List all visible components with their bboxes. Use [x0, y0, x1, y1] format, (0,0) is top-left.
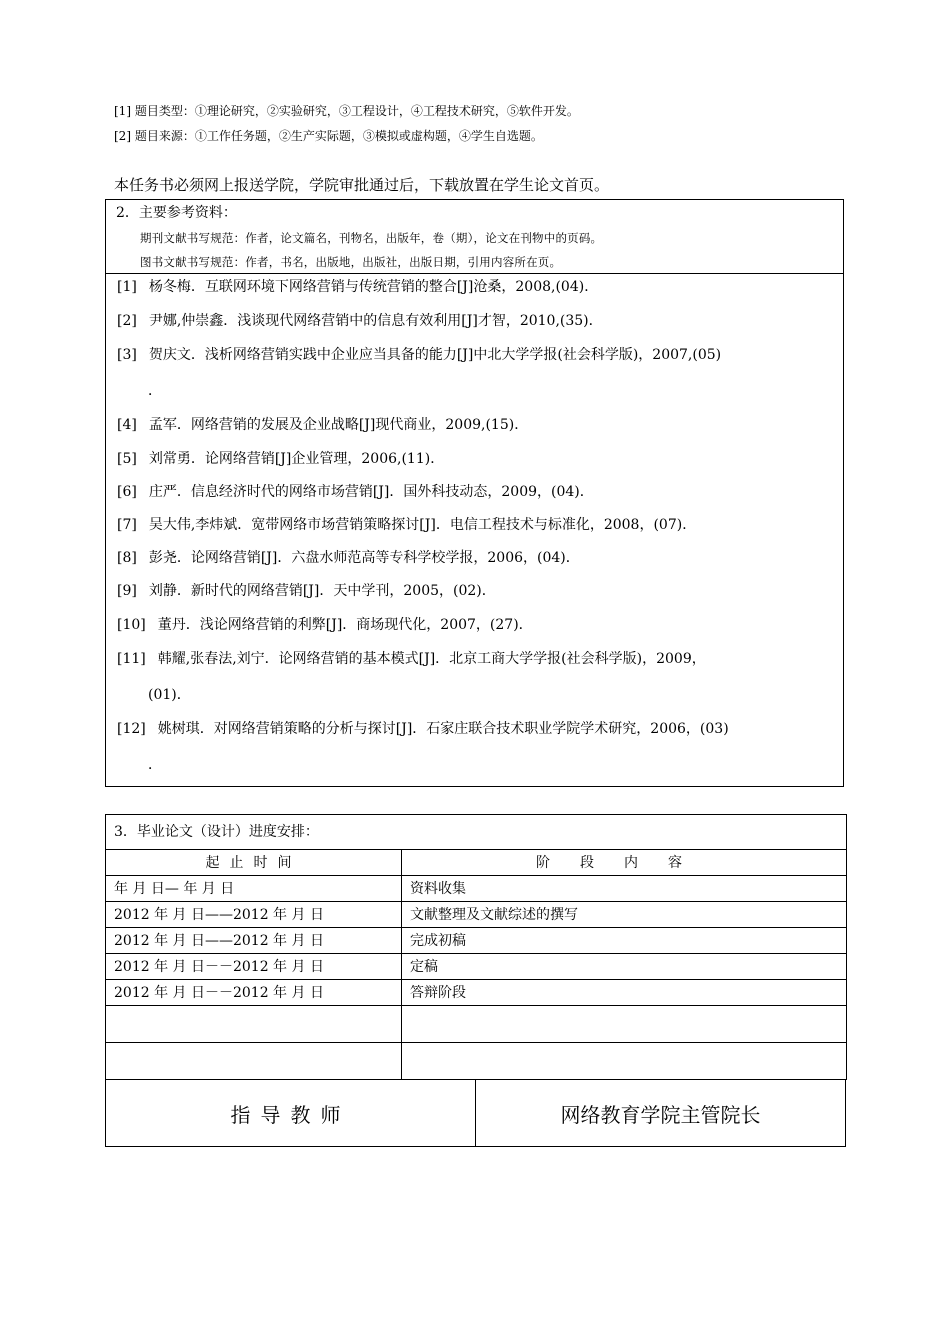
reference-text: 彭尧．论网络营销[J]．六盘水师范高等专科学校学报，2006，(04)．	[148, 550, 580, 566]
reference-item	[117, 278, 598, 296]
reference-text: 庄严．信息经济时代的网络市场营销[J]．国外科技动态，2009，(04)．	[148, 484, 594, 500]
time-cell: 2012 年 月 日——2012 年 月 日	[106, 928, 402, 954]
references-section	[105, 199, 844, 787]
table-row	[106, 902, 847, 928]
advisor-signature-label: 指导教师	[106, 1080, 476, 1146]
stage-cell: 文献整理及文献综述的撰写	[402, 902, 847, 928]
reference-text: 姚树琪．对网络营销策略的分析与探讨[J]．石家庄联合技术职业学院学术研究，2006，(03)	[157, 721, 729, 737]
reference-item	[117, 483, 594, 501]
reference-item	[117, 650, 706, 668]
reference-text: 孟军．网络营销的发展及企业战略[J]现代商业，2009,(15)．	[148, 417, 529, 433]
reference-number: [7]	[117, 517, 137, 533]
signature-row	[105, 1079, 846, 1147]
schedule-title: 3．毕业论文（设计）进度安排：	[106, 815, 847, 850]
column-header-time: 起止时间	[106, 850, 402, 876]
table-row	[106, 928, 847, 954]
reference-item	[117, 346, 721, 364]
reference-number: [1]	[117, 279, 137, 295]
reference-number: [8]	[117, 550, 137, 566]
reference-item	[117, 720, 729, 738]
reference-number: [9]	[117, 583, 137, 599]
reference-number: [10]	[117, 617, 146, 633]
reference-item	[117, 616, 533, 634]
time-cell: 年 月 日— 年 月 日	[106, 876, 402, 902]
reference-item	[117, 582, 496, 600]
book-citation-rule: 图书文献书写规范：作者，书名，出版地，出版社，出版日期，引用内容所在页。	[140, 255, 562, 269]
blank-row	[106, 1006, 847, 1043]
stage-cell: 资料收集	[402, 876, 847, 902]
reference-text: 贺庆文．浅析网络营销实践中企业应当具备的能力[J]中北大学学报(社会科学版)，2007,(05)	[148, 347, 722, 363]
reference-number: [5]	[117, 451, 137, 467]
reference-text: 尹娜,仲崇鑫．浅谈现代网络营销中的信息有效利用[J]才智，2010,(35)．	[148, 313, 603, 329]
reference-number: [2]	[117, 313, 137, 329]
reference-continuation: (01)．	[148, 687, 191, 703]
reference-item	[117, 312, 603, 330]
time-cell: 2012 年 月 日——2012 年 月 日	[106, 902, 402, 928]
reference-continuation: ．	[148, 383, 162, 399]
footnote-topic-type: [1] 题目类型：①理论研究，②实验研究，③工程设计，④工程技术研究，⑤软件开发。	[114, 104, 579, 118]
footnote-topic-source: [2] 题目来源：①工作任务题，②生产实际题，③模拟或虚构题，④学生自选题。	[114, 129, 543, 143]
reference-number: [6]	[117, 484, 137, 500]
schedule-header-row	[106, 850, 847, 876]
reference-text: 董丹．浅论网络营销的利弊[J]．商场现代化，2007，(27)．	[157, 617, 533, 633]
table-row	[106, 954, 847, 980]
reference-text: 吴大伟,李炜斌．宽带网络市场营销策略探讨[J]．电信工程技术与标准化，2008，(07)．	[148, 517, 697, 533]
stage-cell: 定稿	[402, 954, 847, 980]
reference-number: [11]	[117, 651, 146, 667]
stage-cell: 完成初稿	[402, 928, 847, 954]
time-cell: 2012 年 月 日－－2012 年 月 日	[106, 980, 402, 1006]
reference-item	[117, 450, 444, 468]
reference-text: 韩耀,张春法,刘宁．论网络营销的基本模式[J]．北京工商大学学报(社会科学版)，2009，	[157, 651, 706, 667]
reference-number: [12]	[117, 721, 146, 737]
reference-item	[117, 416, 528, 434]
references-title: 2．主要参考资料：	[116, 205, 237, 221]
upload-notice: 本任务书必须网上报送学院，学院审批通过后，下载放置在学生论文首页。	[114, 176, 610, 194]
reference-item	[117, 549, 580, 567]
reference-text: 杨冬梅．互联网环境下网络营销与传统营销的整合[J]沧桑，2008,(04)．	[148, 279, 599, 295]
blank-cell	[106, 1006, 402, 1043]
table-row	[106, 876, 847, 902]
reference-number: [3]	[117, 347, 137, 363]
schedule-table	[105, 814, 847, 1080]
dean-signature-label: 网络教育学院主管院长	[560, 1102, 761, 1127]
reference-text: 刘静．新时代的网络营销[J]．天中学刊，2005，(02)．	[148, 583, 496, 599]
blank-cell	[402, 1006, 847, 1043]
stage-cell: 答辩阶段	[402, 980, 847, 1006]
blank-cell	[106, 1043, 402, 1080]
blank-row	[106, 1043, 847, 1080]
column-header-stage: 阶段内容	[402, 850, 847, 876]
time-cell: 2012 年 月 日－－2012 年 月 日	[106, 954, 402, 980]
table-row	[106, 980, 847, 1006]
reference-number: [4]	[117, 417, 137, 433]
schedule-title-row	[106, 815, 847, 850]
reference-text: 刘常勇．论网络营销[J]企业管理，2006,(11)．	[148, 451, 445, 467]
blank-cell	[402, 1043, 847, 1080]
references-header	[106, 200, 843, 274]
reference-continuation: ．	[148, 757, 162, 773]
reference-item	[117, 516, 696, 534]
journal-citation-rule: 期刊文献书写规范：作者，论文篇名，刊物名，出版年，卷（期），论文在刊物中的页码。	[140, 231, 603, 245]
